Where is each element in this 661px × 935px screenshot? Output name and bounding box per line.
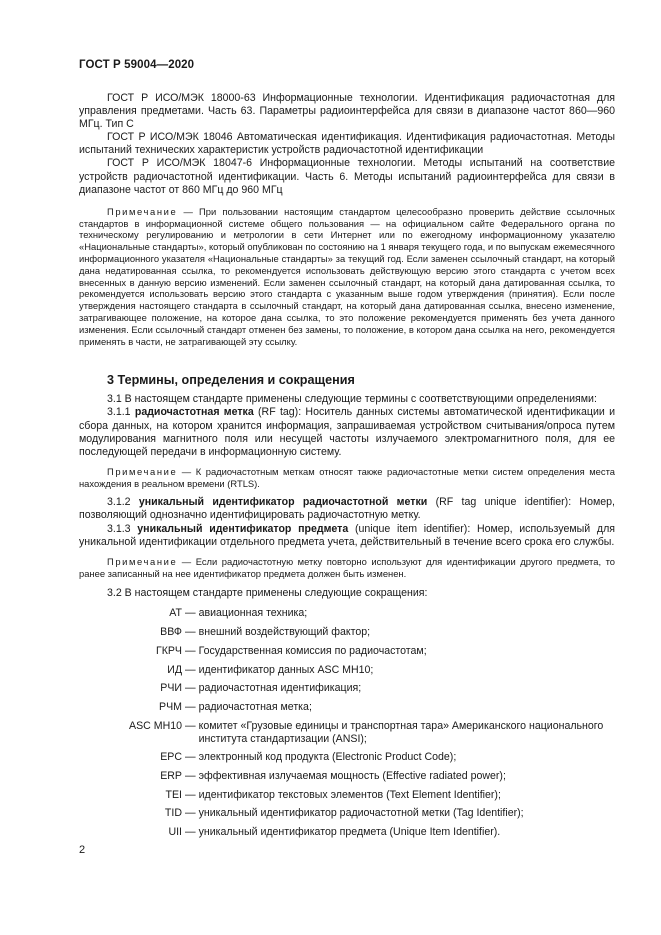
- note-label: Примечание: [107, 465, 178, 477]
- reference-item: ГОСТ Р ИСО/МЭК 18047-6 Информационные технологии. Методы испытаний на соответствие устройств радиочастотной идентификации. Часть 6. Методы испытаний радиоинтерфейса для связи в диапазоне частот от 860 МГц до 960 МГц: [79, 157, 615, 196]
- page-number: 2: [79, 844, 86, 856]
- abbreviation-key: ERP: [160, 770, 182, 783]
- abbreviation-key: TID: [164, 807, 182, 820]
- note-text: — Если радиочастотную метку повторно используют для идентификации другого предмета, то ранее записанный на нее идентификатор предмета должен быть изменен.: [79, 555, 615, 579]
- abbreviation-key: ASC MH10: [129, 719, 182, 732]
- abbreviation-row: [79, 826, 615, 839]
- abbreviation-row: [79, 720, 615, 746]
- abbreviations-intro: 3.2 В настоящем стандарте применены следующие сокращения:: [107, 587, 428, 600]
- term-number: 3.1.1: [107, 406, 135, 419]
- abbreviation-key: РЧИ: [160, 682, 182, 695]
- note-references: [79, 206, 615, 348]
- abbreviation-dash: —: [185, 626, 196, 639]
- abbreviation-key: АТ: [169, 607, 182, 620]
- abbreviation-value: радиочастотная идентификация;: [198, 682, 362, 695]
- abbreviation-value: внешний воздействующий фактор;: [198, 626, 371, 639]
- abbreviation-row: [79, 770, 615, 783]
- term-number: 3.1.2: [107, 496, 139, 509]
- term-definition: [79, 523, 615, 549]
- note-text: — При пользовании настоящим стандартом целесообразно проверить действие ссылочных стандартов в информационной системе общего пользования — на официальном сайте Федерального органа по техническому регулированию и метрологии в сети Интернет или по ежегодному информационному указателю «Национальные стандарты», который опубликован по состоянию на 1 января текущего года, и по выпускам ежемесячного информационного указателя «Национальные стандарты» за текущий год. Если заменен ссылочный стандарт, на который дана недатированная ссылка, то рекомендуется использовать действующую версию этого стандарта с учетом всех внесенных в данную версию изменений. Если заменен ссылочный стандарт, на который дана датированная ссылка, то рекомендуется использовать версию этого стандарта с указанным выше годом утверждения (принятия). Если после утверждения настоящего стандарта в ссылочный стандарт, на который дана датированная ссылка, внесено изменение, затрагивающее положение, на которое дана ссылка, то это положение рекомендуется применять без учета данного изменения. Если ссылочный стандарт отменен без замены, то положение, в котором дана ссылка на него, рекомендуется применять в части, не затрагивающей эту ссылку.: [79, 205, 615, 347]
- note-label: Примечание: [107, 205, 178, 217]
- term-name: уникальный идентификатор радиочастотной метки: [138, 496, 428, 509]
- abbreviation-row: [79, 789, 615, 802]
- term-definition: [79, 406, 615, 458]
- term-text: (RF tag unique identifier): Номер, позволяющий однозначно идентифицировать радиочастотную метку.: [79, 496, 615, 522]
- term-name: уникальный идентификатор предмета: [137, 522, 349, 535]
- abbreviation-key: ВВФ: [160, 626, 182, 639]
- document-id-header: ГОСТ Р 59004—2020: [79, 59, 195, 71]
- abbreviation-dash: —: [185, 788, 196, 801]
- abbreviation-value: авиационная техника;: [198, 607, 308, 620]
- abbreviation-list: [79, 607, 615, 839]
- abbreviation-dash: —: [185, 700, 196, 713]
- terms-intro: 3.1 В настоящем стандарте применены следующие термины с соответствующими определениями:: [107, 393, 597, 406]
- abbreviation-row: [79, 751, 615, 764]
- abbreviation-dash: —: [185, 751, 196, 764]
- abbreviation-key: TEI: [165, 788, 182, 801]
- term-number: 3.1.3: [107, 522, 138, 535]
- term-definition: [79, 496, 615, 522]
- abbreviation-key: UII: [168, 826, 182, 839]
- abbreviation-row: [79, 682, 615, 695]
- term-text: (RF tag): Носитель данных системы автоматической идентификации и сбора данных, на котором хранится информация, запрашиваемая устройством считывания/опроса путем модулирования магнитного поля или несущей частоты излучаемого электромагнитного поля, для ее последующей передачи в информационную систему.: [79, 406, 615, 458]
- abbreviation-dash: —: [185, 770, 196, 783]
- abbreviation-dash: —: [185, 807, 196, 820]
- abbreviation-dash: —: [185, 644, 196, 657]
- abbreviation-value: Государственная комиссия по радиочастотам;: [198, 644, 427, 657]
- abbreviation-value: радиочастотная метка;: [198, 700, 312, 713]
- abbreviation-key: EPC: [160, 751, 182, 764]
- abbreviation-row: [79, 607, 615, 620]
- abbreviation-row: [79, 701, 615, 714]
- reference-item: ГОСТ Р ИСО/МЭК 18046 Автоматическая идентификация. Идентификация радиочастотная. Методы испытаний технических характеристик устройств радиочастотной идентификации: [79, 131, 615, 157]
- abbreviation-dash: —: [185, 663, 196, 676]
- note-text: — К радиочастотным меткам относят также радиочастотные метки систем определения места нахождения в реальном времени (RTLS).: [79, 465, 615, 489]
- note-rf-tag: [79, 466, 615, 490]
- abbreviation-dash: —: [185, 682, 196, 695]
- abbreviation-value: уникальный идентификатор радиочастотной метки (Tag Identifier);: [198, 807, 524, 820]
- abbreviation-value: электронный код продукта (Electronic Product Code);: [198, 751, 457, 764]
- abbreviation-value: идентификатор данных ASC MH10;: [198, 663, 374, 676]
- section-title: 3 Термины, определения и сокращения: [107, 373, 355, 388]
- abbreviation-key: РЧМ: [159, 700, 182, 713]
- abbreviation-value: уникальный идентификатор предмета (Unique Item Identifier).: [198, 826, 501, 839]
- abbreviation-dash: —: [185, 719, 196, 732]
- abbreviation-value: эффективная излучаемая мощность (Effective radiated power);: [198, 770, 506, 783]
- abbreviation-value: комитет «Грузовые единицы и транспортная тара» Американского национального института стандартизации (ANSI);: [198, 719, 604, 745]
- abbreviation-dash: —: [185, 826, 196, 839]
- abbreviation-key: ГКРЧ: [155, 644, 182, 657]
- note-item-id: [79, 556, 615, 580]
- note-label: Примечание: [107, 555, 178, 567]
- page-body: [79, 92, 615, 845]
- term-text: (unique item identifier): Номер, используемый для уникальной идентификации отдельного предмета учета, действительный в течение всего срока его службы.: [79, 522, 615, 548]
- reference-item: ГОСТ Р ИСО/МЭК 18000-63 Информационные технологии. Идентификация радиочастотная для управления предметами. Часть 63. Параметры радиоинтерфейса для связи в диапазоне частот 860—960 МГц. Тип С: [79, 92, 615, 131]
- abbreviation-row: [79, 645, 615, 658]
- abbreviation-row: [79, 807, 615, 820]
- abbreviation-value: идентификатор текстовых элементов (Text Element Identifier);: [198, 788, 501, 801]
- abbreviation-key: ИД: [167, 663, 182, 676]
- term-name: радиочастотная метка: [134, 406, 254, 419]
- abbreviation-row: [79, 626, 615, 639]
- abbreviation-row: [79, 664, 615, 677]
- abbreviation-dash: —: [185, 607, 196, 620]
